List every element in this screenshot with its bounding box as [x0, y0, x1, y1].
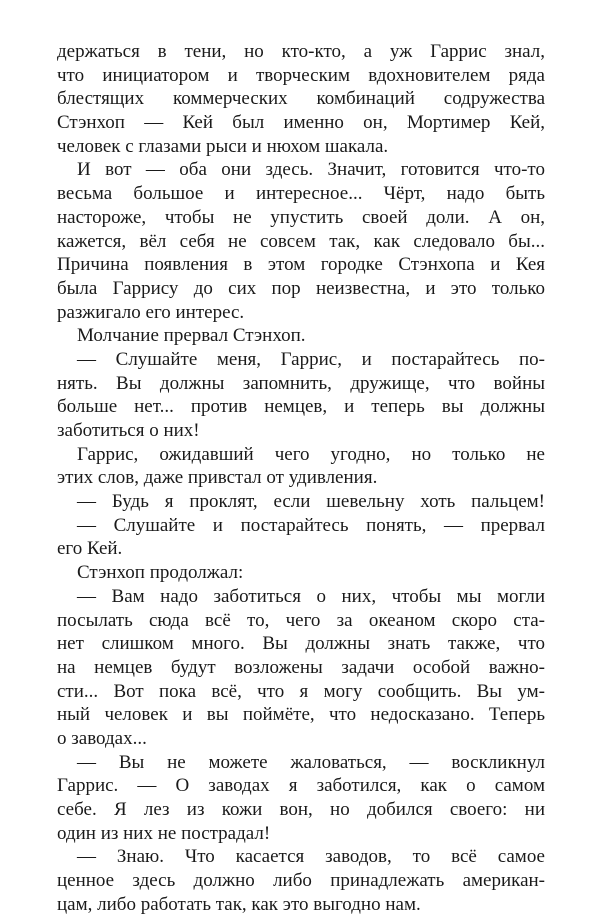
text-line: посылать сюда всё то, чего за океаном скоро ста- — [57, 609, 545, 631]
text-line: держаться в тени, но кто-кто, а уж Гаррис знал, — [57, 41, 545, 62]
text-line: — Слушайте меня, Гаррис, и постарайтесь по- — [77, 348, 545, 370]
text-line: ценное здесь должно либо принадлежать американ- — [57, 870, 545, 892]
text-line: человек с глазами рыси и нюхом шакала. — [57, 135, 389, 157]
text-line: Молчание прервал Стэнхоп. — [77, 325, 306, 347]
text-line: нять. Вы должны запомнить, дружище, что войны — [57, 372, 545, 394]
book-page-text — [57, 40, 545, 916]
text-line: — Слушайте и постарайтесь понять, — прервал — [77, 514, 545, 536]
text-line: Гаррис, ожидавший чего угодно, но только не — [77, 443, 545, 465]
text-line: — Вам надо заботиться о них, чтобы мы могли — [77, 585, 545, 607]
text-line: блестящих коммерческих комбинаций содружества — [57, 88, 545, 110]
text-line: Причина появления в этом городке Стэнхопа и Кея — [57, 254, 545, 276]
text-line: себе. Я лез из кожи вон, но добился своего: ни — [57, 799, 545, 820]
text-line: больше нет... против немцев, и теперь вы должны — [57, 396, 545, 418]
text-line: цам, либо работать так, как это выгодно нам. — [57, 893, 421, 915]
text-line: — Знаю. Что касается заводов, то всё самое — [77, 846, 545, 868]
text-line: Стэнхоп — Кей был именно он, Мортимер Кей, — [57, 112, 545, 134]
text-line: кажется, вёл себя не совсем так, как следовало бы... — [57, 230, 545, 252]
text-line: заботиться о них! — [57, 420, 200, 441]
text-line: — Вы не можете жаловаться, — воскликнул — [77, 751, 545, 773]
text-line: его Кей. — [57, 538, 123, 560]
text-line: ный человек и вы поймёте, что недосказано. Теперь — [57, 704, 545, 726]
text-line: сти... Вот пока всё, что я могу сообщить. Вы ум- — [57, 680, 545, 702]
text-line: Стэнхоп продолжал: — [77, 562, 244, 584]
text-line: что инициатором и творческим вдохновителем ряда — [57, 64, 545, 86]
text-line: весьма большое и интересное... Чёрт, надо быть — [57, 183, 545, 205]
text-line: этих слов, даже привстал от удивления. — [57, 467, 378, 489]
text-line: была Гаррису до сих пор неизвестна, и это только — [57, 277, 545, 299]
text-line: один из них не пострадал! — [57, 822, 271, 844]
text-line: настороже, чтобы не упустить своей доли. А он, — [57, 206, 545, 228]
text-line: на немцев будут возложены задачи особой важно- — [57, 656, 545, 678]
text-line: нет слишком много. Вы должны знать также, что — [57, 633, 545, 655]
text-line: разжигало его интерес. — [57, 301, 245, 323]
text-line: о заводах... — [57, 727, 147, 749]
text-line: Гаррис. — О заводах я заботился, как о самом — [57, 775, 545, 797]
text-line: — Будь я проклят, если шевельну хоть пальцем! — [77, 491, 545, 513]
text-line: И вот — оба они здесь. Значит, готовится что-то — [77, 159, 545, 181]
